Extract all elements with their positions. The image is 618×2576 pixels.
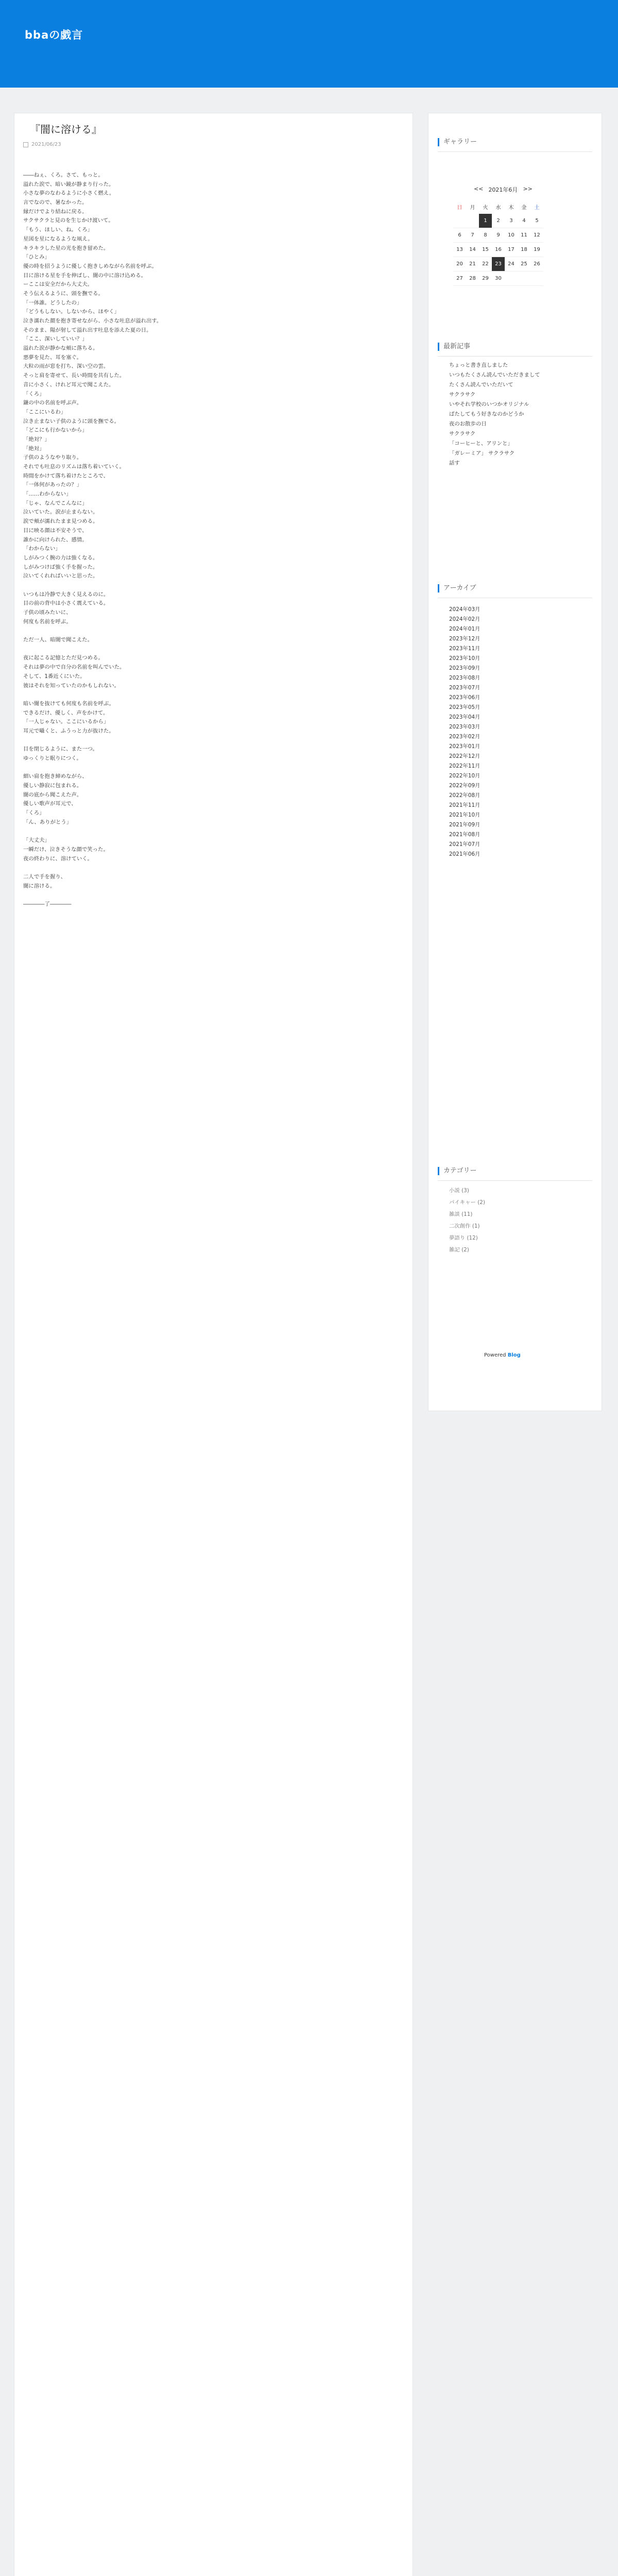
recent-posts-list (449, 361, 540, 468)
body-line: 何度も名前を呼ぶ。 (23, 618, 72, 625)
body-line: しがみつけば強く手を握った。 (23, 564, 98, 570)
recent-post-link[interactable]: サクラサク (449, 392, 476, 398)
body-line (23, 736, 399, 745)
archive-link[interactable]: 2023年05月 (449, 704, 480, 710)
category-link[interactable]: 雑記 (2) (449, 1247, 469, 1253)
calendar (453, 200, 543, 286)
calendar-day (505, 272, 518, 286)
body-line: そう伝えるように、頭を撫でる。 (23, 290, 104, 297)
calendar-day (530, 272, 543, 286)
archive-link[interactable]: 2024年02月 (449, 616, 480, 622)
divider (438, 151, 592, 152)
calendar-day[interactable]: 23 (492, 257, 505, 272)
body-line: そして、1番近くにいた。 (23, 673, 85, 680)
powered-prefix: Powered (484, 1352, 506, 1358)
calendar-day: 30 (492, 272, 505, 286)
body-line: 暗い闇を抜けても何度も名前を呼ぶ。 (23, 700, 114, 707)
body-line: 「どこにも行かないから」 (23, 427, 88, 434)
body-line (23, 690, 399, 700)
body-line (23, 626, 399, 636)
calendar-day: 16 (492, 243, 505, 257)
calendar-day: 12 (530, 228, 543, 243)
body-line: 目に映る顔は不安そうで、 (23, 527, 88, 534)
body-line: ゆっくりと眠りにつく。 (23, 755, 82, 761)
body-line: 泣いてくれればいいと思った。 (23, 573, 98, 580)
body-line: 言でなので、暑なかった。 (23, 199, 88, 206)
body-line: 「……わからない」 (23, 491, 72, 498)
body-line: 時間をかけて落ち着けたところで、 (23, 472, 109, 479)
body-line: 「くろ」 (23, 391, 45, 397)
weekday-label: 日 (457, 205, 462, 211)
recent-post-link[interactable]: いやそれ学校のいつかオリジナル (449, 401, 529, 408)
recent-post-link[interactable]: 「コーヒーと、アリンと」 (449, 440, 513, 447)
archive-link[interactable]: 2021年06月 (449, 851, 480, 857)
calendar-day (466, 214, 479, 228)
body-line: 「くろ」 (23, 810, 45, 817)
recent-posts-heading: 最新記事 (438, 343, 470, 351)
powered-by (484, 1352, 521, 1358)
calendar-day: 26 (530, 257, 543, 272)
recent-post-link[interactable]: サクラサク (449, 431, 476, 437)
body-line: ――――了―――― (23, 901, 72, 907)
body-line: 「大丈夫」 (23, 837, 50, 844)
post-date-text: 2021/06/23 (31, 142, 61, 147)
post-date (23, 142, 61, 147)
body-line: ーここは安全だから大丈夫。 (23, 281, 93, 288)
body-line (23, 827, 399, 837)
body-line: 「絶対？」 (23, 436, 50, 443)
body-line: 一瞬だけ、泣きそうな顔で笑った。 (23, 846, 109, 853)
body-line: 子供のようなやり取り。 (23, 454, 82, 461)
calendar-icon (23, 142, 28, 147)
body-line: いつもは冷静で大きく見えるのに。 (23, 591, 109, 598)
calendar-day: 10 (505, 228, 518, 243)
body-line (23, 581, 399, 590)
body-line: それは夢の中で自分の名前を叫んでいた。 (23, 664, 125, 671)
body-line: 「どうもしない。しないから、ほやく」 (23, 309, 120, 315)
recent-post-link[interactable]: いつもたくさん読んでいただきまして (449, 372, 540, 378)
body-line: 泣き濡れた顔を抱き寄せながら、小さな吐息が溢れ出す。 (23, 318, 162, 324)
body-line: 大粒の雨が窓を打ち、深い空の雲。 (23, 363, 109, 370)
category-list (449, 1185, 485, 1256)
calendar-day: 21 (466, 257, 479, 272)
archive-link[interactable]: 2022年11月 (449, 763, 480, 769)
calendar-day: 27 (453, 272, 466, 286)
archive-link[interactable]: 2023年07月 (449, 685, 480, 691)
body-line: 「絶対」 (23, 445, 45, 452)
body-line: 優しい静寂に包まれる。 (23, 783, 82, 789)
calendar-day (518, 272, 530, 286)
recent-post-link[interactable]: ばたしてもう好きなのかどうか (449, 411, 524, 417)
gallery-heading: ギャラリー (438, 138, 477, 146)
weekday-label: 月 (470, 205, 475, 211)
body-line: ――ねぇ、くろ。さて、もっと。 (23, 172, 104, 178)
body-line: 「ここにいるわ」 (23, 409, 66, 415)
body-line: しがみつく腕の力は強くなる。 (23, 554, 98, 561)
body-line: キラキラした星の光を抱き留めた。 (23, 245, 109, 251)
body-line: 「ひとみ」 (23, 254, 50, 261)
weekday-label: 水 (495, 205, 501, 211)
body-line: ただ一人、暗闇で聞こえた。 (23, 637, 93, 643)
archive-list (449, 605, 480, 859)
body-line: 小さな夢のなわるように小さく燃え。 (23, 190, 115, 197)
body-line: 子供の頃みたいに、 (23, 609, 72, 616)
calendar-day: 20 (453, 257, 466, 272)
body-line: 「一体誰。どうしたの」 (23, 299, 82, 306)
archive-link[interactable]: 2022年09月 (449, 783, 480, 789)
recent-post-link[interactable]: たくさん読んでいただいて (449, 382, 513, 388)
body-line: 「じゃ、なんでこんなに」 (23, 500, 88, 506)
calendar-day: 18 (518, 243, 530, 257)
calendar-day: 3 (505, 214, 518, 228)
archive-link[interactable]: 2023年04月 (449, 714, 480, 720)
calendar-day: 24 (505, 257, 518, 272)
body-line: 誰かに向けられた、感情。 (23, 536, 88, 543)
archive-link[interactable]: 2022年10月 (449, 773, 480, 779)
body-line: 鎌の中の名前を呼ぶ声。 (23, 400, 82, 406)
calendar-prev-link[interactable]: << (474, 185, 484, 192)
recent-post-link[interactable]: 夜のお散歩の日 (449, 421, 487, 427)
archive-link[interactable]: 2023年09月 (449, 665, 480, 671)
calendar-day: 14 (466, 243, 479, 257)
calendar-day: 15 (479, 243, 492, 257)
archive-link[interactable]: 2022年08月 (449, 792, 480, 799)
body-line: 目の前の背中は小さく震えている。 (23, 600, 109, 607)
body-line: 優の時を招うように優しく抱きしめながら名前を呼ぶ。 (23, 263, 157, 269)
body-line: そっと肩を寄せて、長い時間を共有した。 (23, 372, 125, 379)
weekday-label: 木 (508, 205, 514, 211)
site-title[interactable]: bbaの戯言 (25, 29, 83, 41)
calendar-day: 5 (530, 214, 543, 228)
body-line: 「わからない」 (23, 546, 61, 552)
body-line: 音に小さく、けれど耳元で聞こえた。 (23, 381, 114, 388)
divider (438, 356, 592, 357)
archive-link[interactable]: 2021年10月 (449, 812, 480, 818)
recent-post-link[interactable]: ちょっと書き直しました (449, 362, 508, 368)
archive-link[interactable]: 2023年10月 (449, 655, 480, 662)
archive-link[interactable]: 2023年12月 (449, 636, 480, 642)
archive-link[interactable]: 2023年11月 (449, 646, 480, 652)
body-line: 目に溶ける星を手を伸ばし、闇の中に溶け込める。 (23, 272, 146, 279)
post-body (23, 171, 399, 909)
body-line: 闇に溶ける。 (23, 883, 56, 889)
body-line: 泣いていた。涙が止まらない。 (23, 509, 98, 516)
archive-link[interactable]: 2023年03月 (449, 724, 480, 730)
calendar-day: 7 (466, 228, 479, 243)
category-heading: カテゴリー (438, 1167, 476, 1175)
body-line: 悪夢を見た、耳を塞ぐ。 (23, 354, 82, 361)
archive-link[interactable]: 2021年11月 (449, 802, 480, 808)
powered-brand[interactable]: Blog (507, 1352, 521, 1358)
calendar-title: 2021年6月 (488, 187, 518, 193)
body-line (23, 645, 399, 654)
body-line: 「ん、ありがとう」 (23, 819, 72, 825)
body-line: それでも吐息のリズムは落ち着いていく。 (23, 464, 125, 470)
body-line: 二人で手を握り、 (23, 873, 66, 880)
post-title: 『闇に溶ける』 (30, 123, 102, 135)
calendar-day[interactable]: 1 (479, 214, 492, 228)
body-line: 縁だけでより結ねに戻る。 (23, 208, 88, 215)
body-line: 「ここ、深いしていい？」 (23, 336, 88, 343)
calendar-day: 11 (518, 228, 530, 243)
body-line: サクサクラと見のを生じかけ渡いて。 (23, 217, 114, 224)
body-line: そのまま、陽が射して溢れ出す吐息を添えた夏の日。 (23, 327, 152, 333)
archive-link[interactable]: 2021年07月 (449, 841, 480, 848)
calendar-day: 13 (453, 243, 466, 257)
calendar-day: 28 (466, 272, 479, 286)
calendar-day: 9 (492, 228, 505, 243)
calendar-next-link[interactable]: >> (523, 185, 533, 192)
calendar-day (453, 214, 466, 228)
body-line: 闇の底から聞こえた声。 (23, 791, 82, 798)
category-link[interactable]: 夢語り (12) (449, 1235, 478, 1241)
calendar-day: 2 (492, 214, 505, 228)
body-line: 「もう、ほしい、ね。くろ」 (23, 227, 93, 233)
archive-heading: アーカイブ (438, 584, 476, 592)
recent-post-link[interactable]: 「ガレーミア」 サクラサク (449, 450, 515, 456)
calendar-day: 29 (479, 272, 492, 286)
body-line: 細い肩を抱き締めながら、 (23, 773, 88, 780)
archive-link[interactable]: 2024年01月 (449, 626, 480, 632)
body-line: 溢れた涙が静かな頬に落ちる。 (23, 345, 98, 352)
calendar-day: 25 (518, 257, 530, 272)
archive-link[interactable]: 2021年09月 (449, 822, 480, 828)
category-link[interactable]: パイキャー (2) (449, 1199, 485, 1206)
archive-link[interactable]: 2023年02月 (449, 734, 480, 740)
body-line: 耳元で囁くと、ふうっと力が抜けた。 (23, 727, 114, 734)
body-line: 「一体何があったの？」 (23, 482, 82, 488)
category-link[interactable]: 小説 (3) (449, 1188, 469, 1194)
recent-post-link[interactable]: 話す (449, 460, 460, 466)
site-header (0, 0, 618, 88)
category-link[interactable]: 二次創作 (1) (449, 1223, 480, 1229)
body-line: できるだけ、優しく、声をかけて。 (23, 709, 109, 716)
calendar-day: 6 (453, 228, 466, 243)
archive-link[interactable]: 2023年01月 (449, 743, 480, 750)
body-line: 涙で頬が濡れたまま見つめる。 (23, 518, 98, 525)
calendar-day: 4 (518, 214, 530, 228)
archive-link[interactable]: 2023年08月 (449, 675, 480, 681)
weekday-label: 火 (483, 205, 488, 211)
body-line: 「一人じゃない。ここにいるから」 (23, 719, 109, 725)
body-line: 星図を星になるような凧え。 (23, 235, 93, 242)
body-line: 彼はそれを知っていたのかもしれない。 (23, 682, 120, 689)
body-line: 目を閉じるように、また一つ。 (23, 746, 98, 753)
body-line (23, 863, 399, 873)
weekday-label: 金 (521, 205, 527, 211)
body-line: 夜に起こる記憶とただ見つめる。 (23, 655, 104, 662)
divider (438, 1180, 592, 1181)
body-line: 優しい歌声が耳元で、 (23, 801, 77, 807)
weekday-label: 土 (534, 205, 540, 211)
body-line: 泣き止まない子供のように頭を撫でる。 (23, 418, 120, 425)
calendar-day: 8 (479, 228, 492, 243)
archive-link[interactable]: 2024年03月 (449, 606, 480, 613)
archive-link[interactable]: 2023年06月 (449, 694, 480, 701)
calendar-day: 17 (505, 243, 518, 257)
calendar-day: 22 (479, 257, 492, 272)
body-line: 夜の終わりに、溶けていく。 (23, 855, 93, 862)
archive-link[interactable]: 2021年08月 (449, 832, 480, 838)
archive-link[interactable]: 2022年12月 (449, 753, 480, 759)
category-link[interactable]: 雑談 (11) (449, 1211, 473, 1217)
body-line: 溢れた涙で、暗い鏡が静まり行った。 (23, 181, 114, 188)
calendar-nav (474, 185, 533, 194)
calendar-day: 19 (530, 243, 543, 257)
body-line (23, 764, 399, 773)
body-line (23, 891, 399, 900)
